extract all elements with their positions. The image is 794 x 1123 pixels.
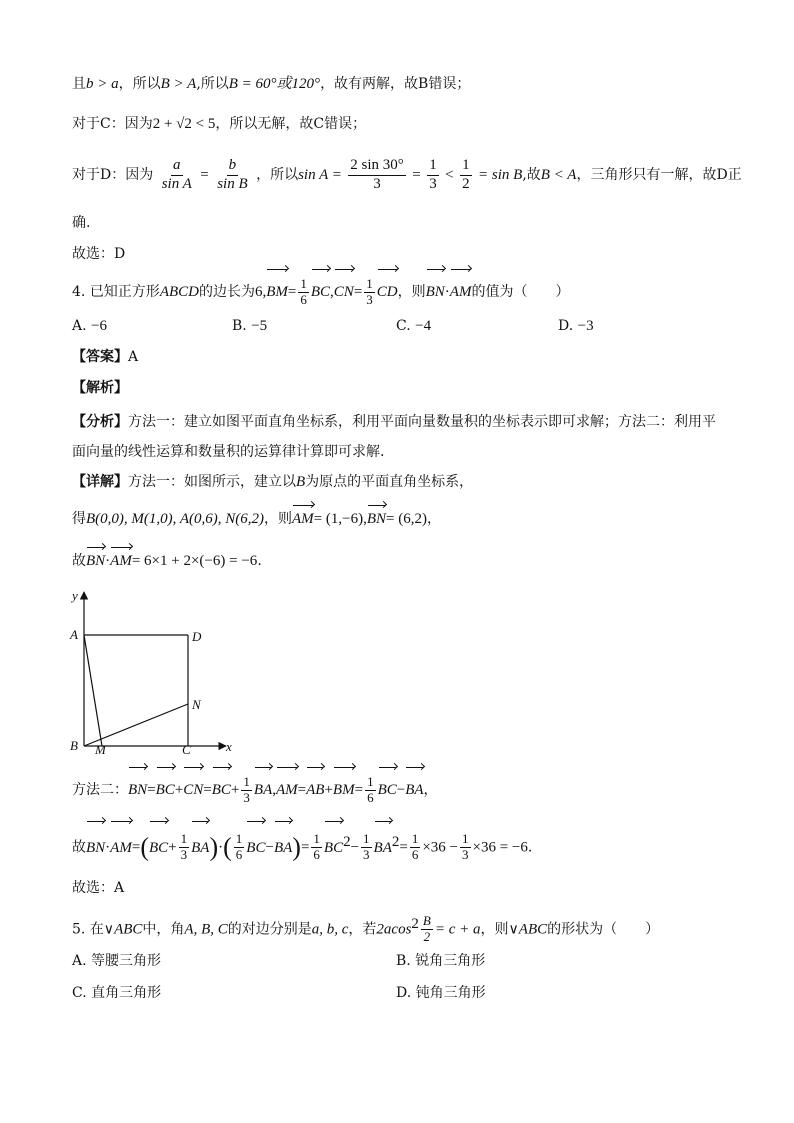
analysis-line-1: 【分析】方法一：建立如图平面直角坐标系，利用平面向量数量积的坐标表示即可求解；方法二：利用平 <box>72 414 716 430</box>
method-2-line: 方法二：BN=BC+CN=BC+ $\frac{1}{3}$ BA,AM=AB+BM= $\frac{1}{6}$ BC−BA， <box>72 770 438 810</box>
option-5-a: A. 等腰三角形 <box>72 953 162 969</box>
label-b: B <box>70 738 78 753</box>
text-line-5: 故选：D <box>72 246 126 262</box>
question-4: 4. 已知正方形ABCD的边长为6,BM= $\frac{1}{6}$ BC,CN= $\frac{1}{3}$ CD，则BN·AM的值为（ ） <box>72 272 569 312</box>
option-5-b: B. 锐角三角形 <box>396 953 486 969</box>
label-a: A <box>70 627 78 642</box>
text-line-4: 确. <box>72 215 91 231</box>
answer-line: 【答案】A <box>72 349 139 365</box>
analysis-heading: 【解析】 <box>72 380 128 396</box>
result-line-1: 故BN·AM= 6×1 + 2×(−6) = −6. <box>72 550 262 572</box>
label-y: y <box>72 588 78 603</box>
label-m: M <box>95 742 106 757</box>
option-4-a: A. −6 <box>72 318 107 334</box>
detail-line: 【详解】方法一：如图所示，建立以B为原点的平面直角坐标系， <box>72 474 474 490</box>
text-line-1: 且b > a，所以B > A,所以B = 60°或120°，故有两解，故B错误； <box>72 76 471 92</box>
label-c: C <box>182 742 191 757</box>
fraction: $\frac{a}{\text{sin A}}$ <box>161 157 192 192</box>
label-d: D <box>192 629 202 644</box>
option-4-d: D. −3 <box>558 318 594 334</box>
choose-line: 故选：A <box>72 880 125 896</box>
option-4-c: C. −4 <box>396 318 432 334</box>
option-5-c: C. 直角三角形 <box>72 985 162 1001</box>
option-5-d: D. 钝角三角形 <box>396 985 486 1001</box>
option-4-b: B. −5 <box>232 318 268 334</box>
coords-line: 得B(0,0), M(1,0), A(0,6), N(6,2)，则AM= (1,−6),BN= (6,2)， <box>72 508 441 530</box>
analysis-line-2: 面向量的线性运算和数量积的运算律计算即可求解. <box>72 444 385 460</box>
segment-bn <box>84 704 188 746</box>
question-5: 5. 在∨ABC中，角A, B, C的对边分别是a, b, c，若2acos$^2$ $\frac{B}{2}$ = c + a，则∨ABC的形状为（ ） <box>72 913 660 945</box>
label-n: N <box>192 697 201 712</box>
text-line-3: 对于D：因为 $\frac{a}{\text{sin A}}$ = $\frac{b}{\text{sin B}}$ ，所以sin A = $\frac{2 \sin 30^\circ}{3}$ = $\frac{1}{3}$ < $\frac{1}{2}$ = sin B,故B < A，三角形只有一解，故D正 <box>72 157 742 192</box>
label-x: x <box>226 739 232 754</box>
coordinate-figure <box>64 586 254 758</box>
segment-am <box>84 635 102 746</box>
text-line-2: 对于C：因为2 + √2 < 5，所以无解，故C错误； <box>72 116 367 132</box>
result-line-2: 故BN·AM=(BC+ $\frac{1}{3}$ BA)·( $\frac{1}{6}$ BC−BA)= $\frac{1}{6}$ $BC^2-$ $\frac{1}{3}$ $BA^2=$ $\frac{1}{6}$ ×36 − $\frac{1}{3}$ ×36 = −6. <box>72 818 532 872</box>
